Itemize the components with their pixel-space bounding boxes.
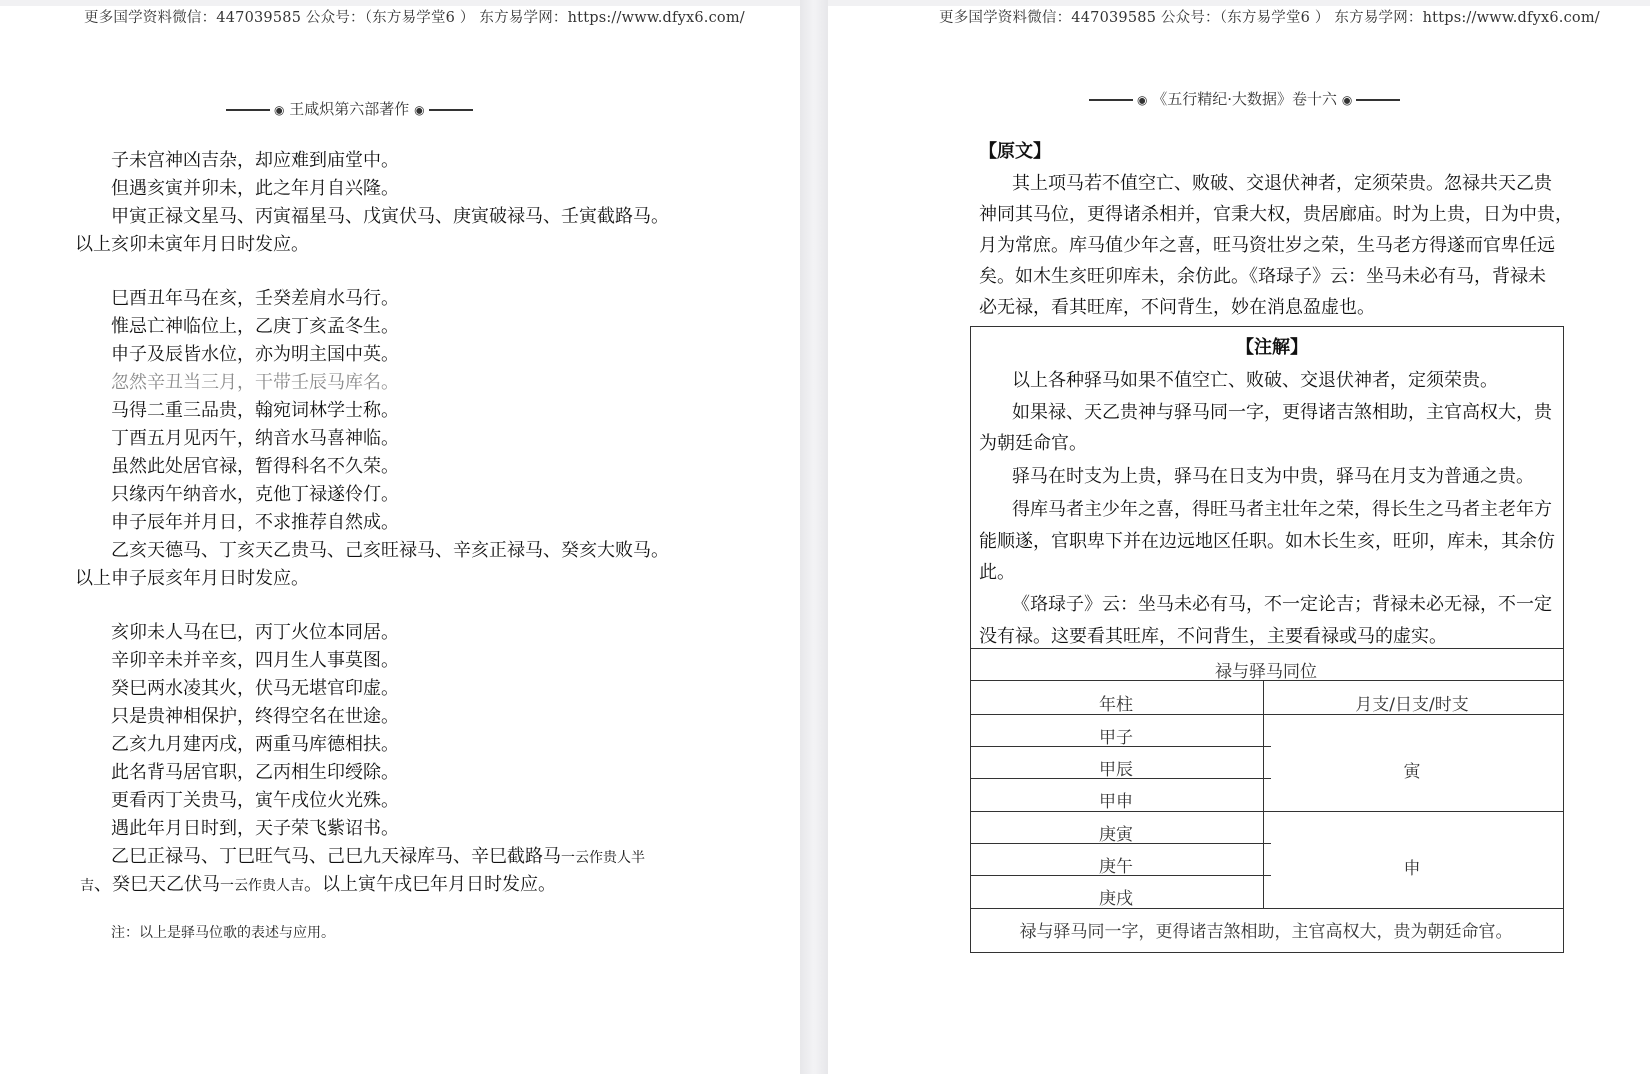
- original-line: 神同其马位，更得诸杀相并，官秉大权，贵居廊庙。时为上贵，日为中贵，: [979, 204, 1573, 225]
- table-cell-year: 庚寅: [1099, 825, 1133, 845]
- annotation-heading: 【注解】: [1236, 337, 1308, 358]
- verse-line: 乙亥九月建丙戌，两重马库德相扶。: [111, 734, 399, 755]
- header-rule: [1356, 99, 1400, 101]
- table-cell-branch: 寅: [1403, 762, 1421, 782]
- verse-small-note: 吉: [80, 878, 94, 894]
- left-footnote: 注：以上是驿马位歌的表述与应用。: [111, 925, 335, 941]
- right-watermark: 更多国学资料微信：447039585 公众号：（东方易学堂6 ） 东方易学网：https://www.dfyx6.com/: [939, 10, 1600, 26]
- table-cell-year: 甲辰: [1099, 760, 1133, 780]
- annotation-line: 得库马者主少年之喜，得旺马者主壮年之荣，得长生之马者主老年方: [1012, 499, 1552, 520]
- verse-line: 更看丙丁关贵马，寅午戌位火光殊。: [111, 790, 399, 811]
- annotation-line: 以上各种驿马如果不值空亡、败破、交退伏神者，定须荣贵。: [1012, 370, 1498, 391]
- annotation-line: 如果禄、天乙贵神与驿马同一字，更得诸吉煞相助，主官高权大，贵: [1012, 402, 1552, 423]
- table-title: 禄与驿马同位: [1215, 662, 1317, 682]
- verse-main-text: 。以上寅午戌巳年月日时发应。: [304, 874, 556, 895]
- verse-line: 忽然辛丑当三月，干带壬辰马库名。: [111, 372, 399, 393]
- table-header-branch: 月支/日支/时支: [1355, 695, 1469, 715]
- verse-line: 丁酉五月见丙午，纳音水马喜神临。: [111, 428, 399, 449]
- verse-line: 申子辰年并月日，不求推荐自然成。: [111, 512, 399, 533]
- annotation-line: 为朝廷命官。: [979, 433, 1087, 454]
- verse-line: 遇此年月日时到，天子荣飞紫诏书。: [111, 818, 399, 839]
- verse-line: 只是贵神相保护，终得空名在世途。: [111, 706, 399, 727]
- header-rule: [1089, 99, 1133, 101]
- header-rule: [226, 109, 270, 111]
- table-cell-year: 庚午: [1099, 857, 1133, 877]
- ornament-icon: ◉: [1341, 93, 1353, 107]
- left-header-title: 王咸炽第六部著作: [289, 100, 410, 118]
- header-rule: [429, 109, 473, 111]
- verse-line: 以上亥卯未寅年月日时发应。: [75, 234, 309, 255]
- ornament-icon: ◉: [274, 103, 285, 117]
- verse-line: 辛卯辛未并辛亥，四月生人事莫图。: [111, 650, 399, 671]
- verse-line: 癸巳两水凌其火，伏马无堪官印虚。: [111, 678, 399, 699]
- verse-line: 亥卯未人马在巳，丙丁火位本同居。: [111, 622, 399, 643]
- annotation-line: 此。: [979, 562, 1015, 583]
- right-running-header: [1085, 88, 1404, 109]
- original-line: 月为常庶。库马值少年之喜，旺马资壮岁之荣，生马老方得遂而官卑任远: [979, 235, 1555, 256]
- verse-line: 虽然此处居官禄，暂得科名不久荣。: [111, 456, 399, 477]
- annotation-line: 《珞琭子》云：坐马未必有马，不一定论吉；背禄未必无禄，不一定: [1012, 594, 1552, 615]
- left-watermark: 更多国学资料微信：447039585 公众号：（东方易学堂6 ） 东方易学网：https://www.dfyx6.com/: [84, 10, 745, 26]
- original-line: 其上项马若不值空亡、败破、交退伏神者，定须荣贵。忽禄共天乙贵: [1012, 173, 1552, 194]
- verse-line: 子未宫神凶吉杂，却应难到庙堂中。: [111, 150, 399, 171]
- page-gutter: [800, 0, 828, 1074]
- verse-small-note: 一云作贵人半: [561, 850, 645, 866]
- verse-line: 乙亥天德马、丁亥天乙贵马、己亥旺禄马、辛亥正禄马、癸亥大败马。: [111, 540, 669, 561]
- verse-line: 甲寅正禄文星马、丙寅福星马、戊寅伏马、庚寅破禄马、壬寅截路马。: [111, 206, 669, 227]
- verse-line: 惟忌亡神临位上，乙庚丁亥孟冬生。: [111, 316, 399, 337]
- right-header-title: 《五行精纪·大数据》卷十六: [1152, 90, 1338, 108]
- verse-small-note: 一云作贵人吉: [220, 878, 304, 894]
- verse-line: 马得二重三品贵，翰宛词林学士称。: [111, 400, 399, 421]
- table-cell-year: 庚戌: [1099, 889, 1133, 909]
- verse-line: 巳酉丑年马在亥，壬癸差肩水马行。: [111, 288, 399, 309]
- ornament-icon: ◉: [414, 103, 425, 117]
- table-header-year: 年柱: [1099, 695, 1133, 715]
- annotation-line: 驿马在时支为上贵，驿马在日支为中贵，驿马在月支为普通之贵。: [1012, 466, 1534, 487]
- divider: [971, 648, 1563, 649]
- annotation-line: 能顺遂，官职卑下并在边远地区任职。如木长生亥，旺卯，库未，其余仿: [979, 531, 1555, 552]
- verse-line: 此名背马居官职，乙丙相生印绶除。: [111, 762, 399, 783]
- table-footer: 禄与驿马同一字，更得诸吉煞相助，主官高权大，贵为朝廷命官。: [1019, 922, 1513, 942]
- verse-line-mixed: [111, 842, 645, 868]
- verse-line: 以上申子辰亥年月日时发应。: [75, 568, 309, 589]
- annotation-line: 没有禄。这要看其旺库，不问背生，主要看禄或马的虚实。: [979, 626, 1447, 647]
- original-line: 矣。如木生亥旺卯库未，余仿此。《珞琭子》云：坐马未必有马，背禄未: [979, 266, 1546, 287]
- verse-line-mixed: [80, 870, 556, 896]
- table-cell-year: 甲子: [1099, 728, 1133, 748]
- verse-line: 但遇亥寅并卯未，此之年月自兴隆。: [111, 178, 399, 199]
- verse-main-text: 、癸巳天乙伏马: [94, 874, 220, 895]
- verse-line: 只缘丙午纳音水，克他丁禄遂伶仃。: [111, 484, 399, 505]
- table-cell-branch: 申: [1403, 859, 1421, 879]
- verse-line: 申子及辰皆水位，亦为明主国中英。: [111, 344, 399, 365]
- table-cell-year: 甲申: [1099, 792, 1133, 812]
- ornament-icon: ◉: [1137, 93, 1148, 107]
- original-heading: 【原文】: [979, 141, 1051, 162]
- verse-main-text: 乙巳正禄马、丁巳旺气马、己巳九天禄库马、辛巳截路马: [111, 846, 561, 867]
- left-running-header: [222, 98, 477, 119]
- original-line: 必无禄，看其旺库，不问背生，妙在消息盈虚也。: [979, 297, 1375, 318]
